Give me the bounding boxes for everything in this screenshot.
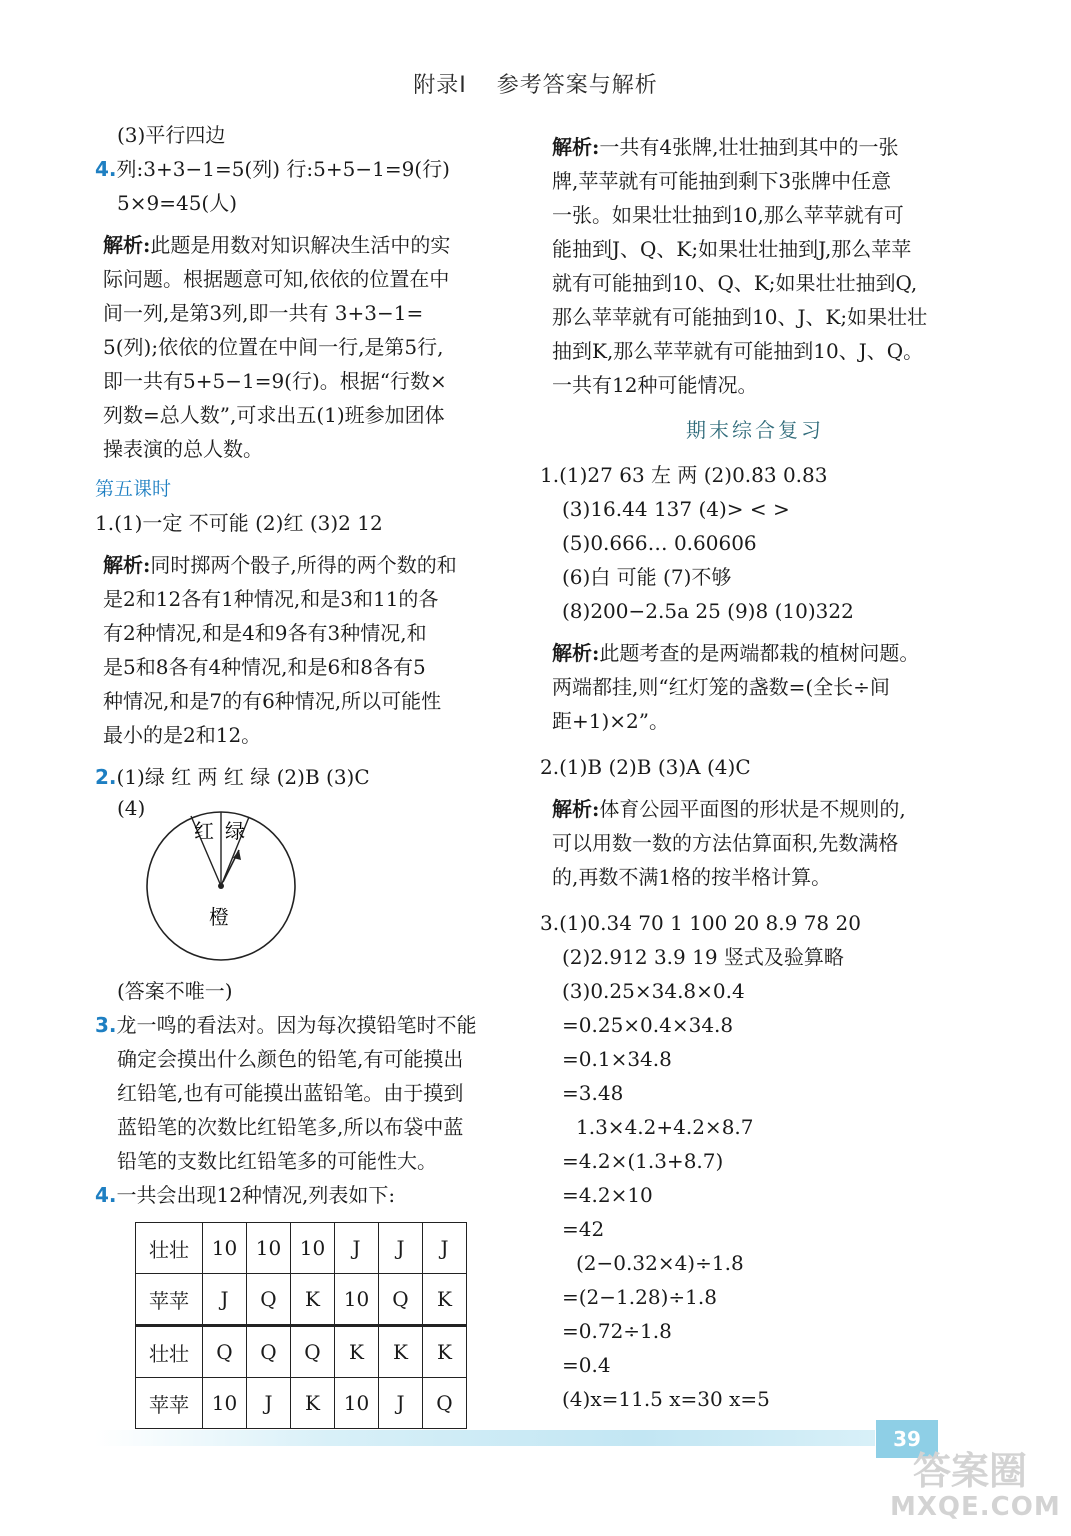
analysis-line: 是5和8各有4种情况,和是6和8各有5 — [103, 655, 426, 679]
card-table — [135, 1222, 467, 1429]
answer-line: 确定会摸出什么颜色的铅笔,有可能摸出 — [117, 1047, 464, 1071]
analysis-line: 即一共有5+5−1=9(行)。根据“行数× — [103, 369, 447, 393]
calc-line: =0.25×0.4×34.8 — [562, 1013, 734, 1037]
page-number: 39 — [876, 1420, 938, 1458]
watermark — [890, 1449, 1061, 1522]
question-4b: 4.一共会出现12种情况,列表如下: — [95, 1183, 396, 1207]
answer-line: 3.(1)0.34 70 1 100 20 8.9 78 20 — [540, 911, 861, 935]
answer-line: (3)16.44 137 (4)> < > — [562, 497, 790, 521]
analysis-line: 一共有12种可能情况。 — [552, 373, 758, 397]
answer-line: 2.(1)B (2)B (3)A (4)C — [540, 755, 751, 779]
spinner-circle — [143, 802, 303, 972]
analysis-line: 一张。如果壮壮抽到10,那么苹苹就有可 — [552, 203, 904, 227]
answer-line: 铅笔的支数比红铅笔多的可能性大。 — [117, 1149, 437, 1173]
section-title: 期末综合复习 — [686, 418, 824, 442]
analysis-line: 解析:此题考查的是两端都栽的植树问题。 — [552, 641, 920, 665]
section-heading: 第五课时 — [95, 478, 172, 500]
answer-line: (8)200−2.5a 25 (9)8 (10)322 — [562, 599, 854, 623]
calc-line: =3.48 — [562, 1081, 624, 1105]
answer-line: 1.(1)一定 不可能 (2)红 (3)2 12 — [95, 511, 383, 535]
sector-green-label: 绿 — [225, 819, 245, 843]
right-column — [540, 118, 970, 1416]
answer-line: (5)0.666… 0.60606 — [562, 531, 757, 555]
spinner-diagram — [95, 794, 515, 974]
analysis-label: 解析: — [103, 553, 151, 577]
watermark-url: MXQE.COM — [890, 1492, 1061, 1522]
analysis-line: 列数=总人数”,可求出五(1)班参加团体 — [103, 403, 445, 427]
calc-line: =4.2×(1.3+8.7) — [562, 1149, 724, 1173]
analysis-line: 两端都挂,则“红灯笼的盏数=(全长÷间 — [552, 675, 890, 699]
answer-line: 5×9=45(人) — [117, 191, 238, 215]
analysis-line: 最小的是2和12。 — [103, 723, 262, 747]
analysis-label: 解析: — [552, 641, 600, 665]
analysis-block — [540, 636, 970, 738]
answer-line: 蓝铅笔的次数比红铅笔多,所以布袋中蓝 — [117, 1115, 464, 1139]
analysis-line: 解析:体育公园平面图的形状是不规则的, — [552, 797, 906, 821]
analysis-block — [540, 130, 970, 402]
question-4 — [95, 152, 515, 186]
analysis-line: 解析:同时掷两个骰子,所得的两个数的和 — [103, 553, 457, 577]
header-appendix: 附录Ⅰ — [413, 73, 467, 98]
calc-line: (4)x=11.5 x=30 x=5 — [562, 1387, 770, 1411]
answer-line: 1.(1)27 63 左 两 (2)0.8̇3̇ 0.83 — [540, 463, 828, 487]
table-row: 苹苹 10 J K 10 J Q — [136, 1378, 467, 1429]
sector-orange-label: 橙 — [209, 905, 229, 929]
analysis-line: 际问题。根据题意可知,依依的位置在中 — [103, 267, 450, 291]
question-number: 4. — [95, 1183, 117, 1207]
question-2: 2.(1)绿 红 两 红 绿 (2)B (3)C — [95, 765, 370, 789]
page-header — [0, 68, 1071, 99]
sector-red-label: 红 — [194, 819, 214, 843]
analysis-line: 操表演的总人数。 — [103, 437, 263, 461]
footer-band — [95, 1430, 875, 1446]
calc-line: =42 — [562, 1217, 605, 1241]
header-title: 参考答案与解析 — [496, 73, 658, 98]
answer-line: 列:3+3−1=5(列) 行:5+5−1=9(行) — [116, 157, 450, 181]
calc-line: 1.3×4.2+4.2×8.7 — [576, 1115, 754, 1139]
analysis-line: 解析:一共有4张牌,壮壮抽到其中的一张 — [552, 135, 899, 159]
analysis-line: 解析:此题是用数对知识解决生活中的实 — [103, 233, 451, 257]
analysis-line: 有2种情况,和是4和9各有3种情况,和 — [103, 621, 427, 645]
analysis-block — [95, 228, 515, 466]
question-number: 2. — [95, 765, 117, 789]
analysis-line: 的,再数不满1格的按半格计算。 — [552, 865, 832, 889]
table-row: 壮壮 Q Q Q K K K — [136, 1326, 467, 1378]
question-number: 3. — [95, 1013, 117, 1037]
calc-line: (2−0.32×4)÷1.8 — [576, 1251, 744, 1275]
calc-line: =4.2×10 — [562, 1183, 653, 1207]
calc-line: =0.1×34.8 — [562, 1047, 672, 1071]
question-number: 4. — [95, 157, 117, 181]
left-column — [95, 118, 515, 1429]
analysis-line: 就有可能抽到10、Q、K;如果壮壮抽到Q, — [552, 271, 918, 295]
calc-line: (3)0.25×34.8×0.4 — [562, 979, 745, 1003]
answer-line: (3)平行四边 — [117, 123, 226, 147]
table-row: 苹苹 J Q K 10 Q K — [136, 1274, 467, 1326]
answer-line: 红铅笔,也有可能摸出蓝铅笔。由于摸到 — [117, 1081, 464, 1105]
analysis-line: 牌,苹苹就有可能抽到剩下3张牌中任意 — [552, 169, 892, 193]
analysis-block — [540, 792, 970, 894]
analysis-line: 种情况,和是7的有6种情况,所以可能性 — [103, 689, 442, 713]
analysis-label: 解析: — [103, 233, 151, 257]
analysis-block — [95, 548, 515, 752]
analysis-line: 间一列,是第3列,即一共有 3+3−1= — [103, 301, 424, 325]
analysis-line: 可以用数一数的方法估算面积,先数满格 — [552, 831, 899, 855]
analysis-label: 解析: — [552, 797, 600, 821]
answer-line: (2)2.912 3.9 19 竖式及验算略 — [562, 945, 844, 969]
question-3: 3.龙一鸣的看法对。因为每次摸铅笔时不能 — [95, 1013, 477, 1037]
analysis-line: 那么苹苹就有可能抽到10、J、K;如果壮壮 — [552, 305, 928, 329]
note-line: (答案不唯一) — [117, 979, 233, 1003]
analysis-line: 5(列);依依的位置在中间一行,是第5行, — [103, 335, 444, 359]
table-row: 壮壮 10 10 10 J J J — [136, 1223, 467, 1274]
analysis-line: 距+1)×2”。 — [552, 709, 669, 733]
analysis-line: 抽到K,那么苹苹就有可能抽到10、J、Q。 — [552, 339, 924, 363]
sub-question-label: (4) — [117, 796, 146, 820]
calc-line: =(2−1.28)÷1.8 — [562, 1285, 717, 1309]
calc-line: =0.4 — [562, 1353, 611, 1377]
analysis-label: 解析: — [552, 135, 600, 159]
analysis-line: 是2和12各有1种情况,和是3和11的各 — [103, 587, 439, 611]
answer-line: (6)白 可能 (7)不够 — [562, 565, 732, 589]
calc-line: =0.72÷1.8 — [562, 1319, 672, 1343]
watermark-text: 答案圈 — [912, 1449, 1027, 1493]
analysis-line: 能抽到J、Q、K;如果壮壮抽到J,那么苹苹 — [552, 237, 912, 261]
